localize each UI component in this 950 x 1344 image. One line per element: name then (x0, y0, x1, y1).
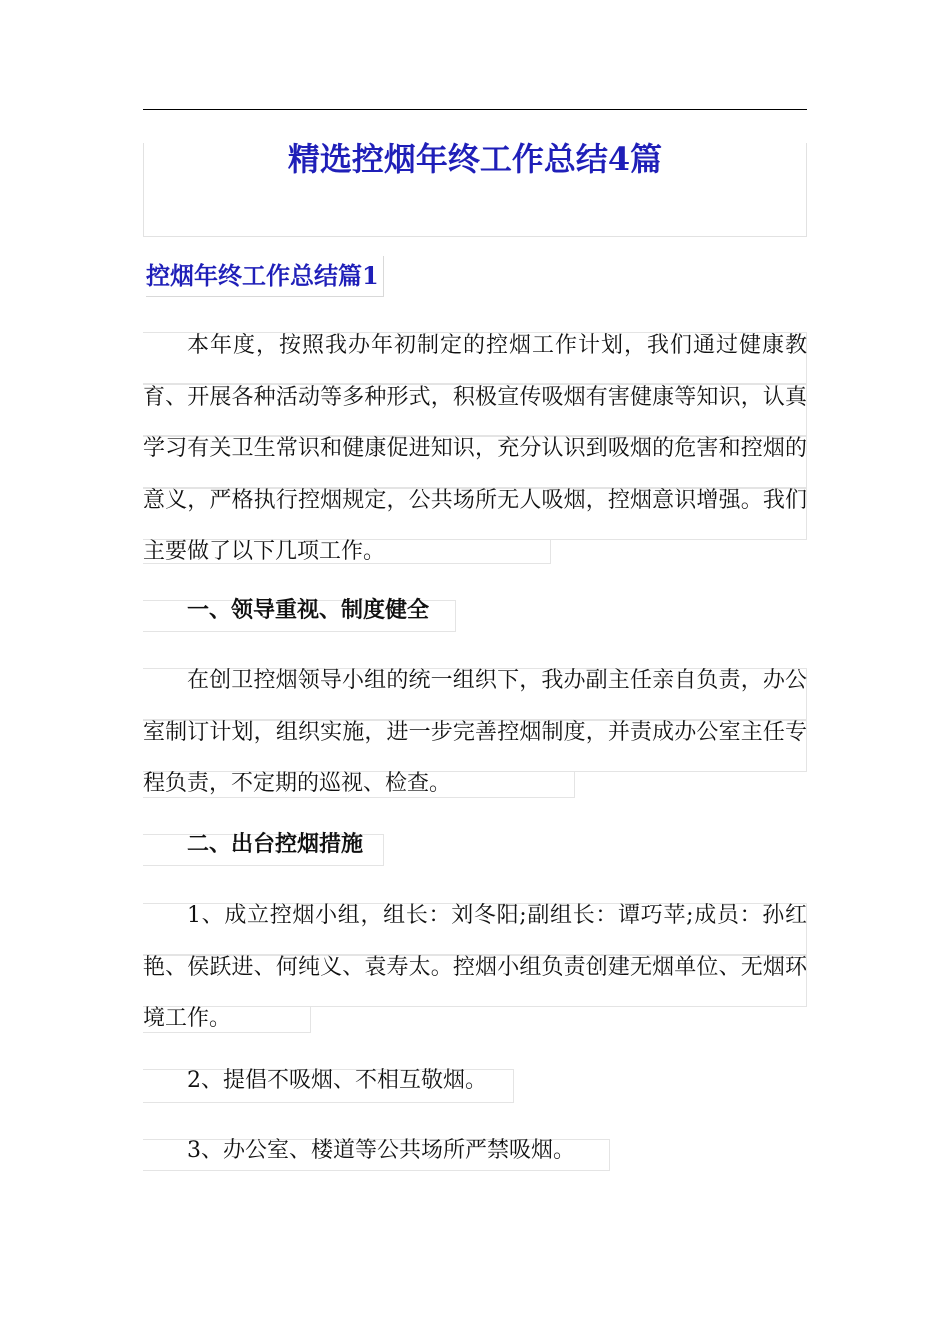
measure-item-3: 3、办公室、楼道等公共场所严禁吸烟。 (187, 1138, 575, 1163)
leadership-paragraph: 在创卫控烟领导小组的统一组织下，我办副主任亲自负责，办公室制订计划，组织实施，进一步完善控烟制度，并责成办公室主任专程负责，不定期的巡视、检查。 (143, 668, 807, 796)
intro-paragraph: 本年度，按照我办年初制定的控烟工作计划，我们通过健康教育、开展各种活动等多种形式，积极宣传吸烟有害健康等知识，认真学习有关卫生常识和健康促进知识，充分认识到吸烟的危害和控烟的意义，严格执行控烟规定，公共场所无人吸烟，控烟意识增强。我们主要做了以下几项工作。 (143, 333, 807, 564)
subheading-measures: 二、出台控烟措施 (187, 832, 364, 857)
measure-item-2: 2、提倡不吸烟、不相互敬烟。 (187, 1068, 487, 1093)
measure-item-1: 1、成立控烟小组，组长：刘冬阳;副组长：谭巧苹;成员：孙红艳、侯跃进、何纯义、袁寿太。控烟小组负责创建无烟单位、无烟环境工作。 (143, 903, 807, 1031)
subheading-leadership: 一、领导重视、制度健全 (187, 598, 430, 623)
top-rule (143, 109, 807, 110)
section-heading: 控烟年终工作总结篇1 (146, 256, 384, 297)
document-title: 精选控烟年终工作总结4篇 (287, 140, 663, 178)
